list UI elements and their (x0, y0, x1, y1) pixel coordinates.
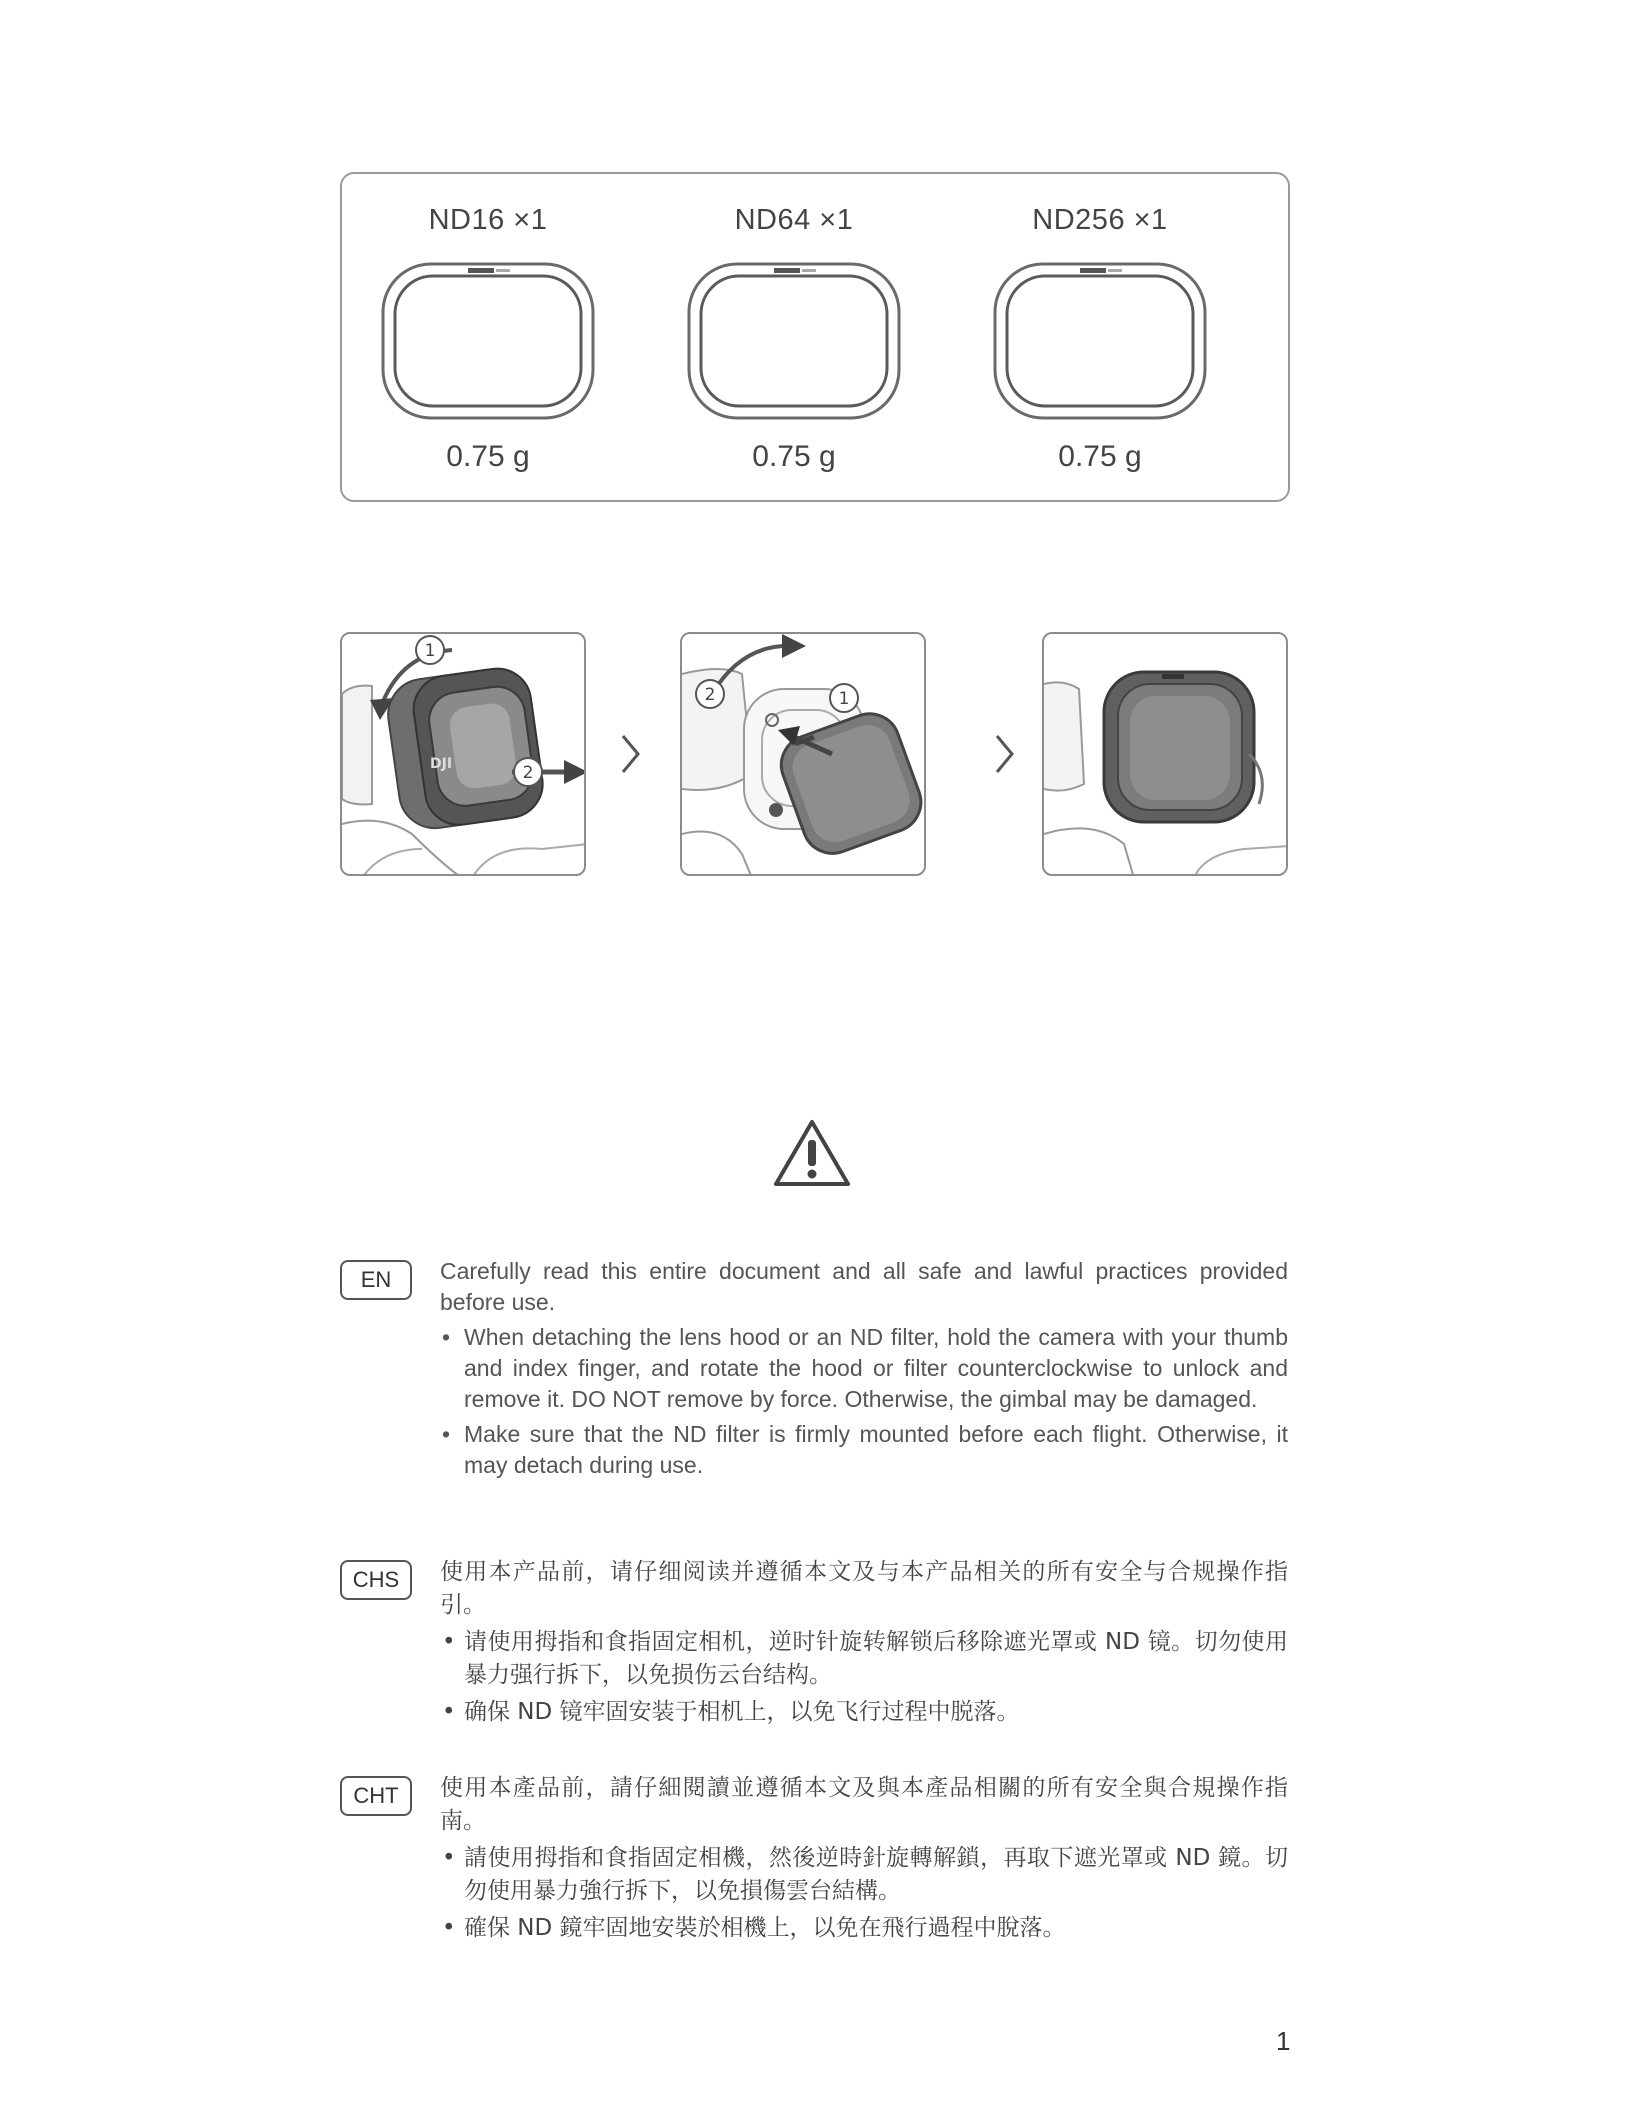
list-item: • 请使用拇指和食指固定相机，逆时针旋转解锁后移除遮光罩或 ND 镜。切勿使用暴力强行拆下，以免损伤云台结构。 (464, 1626, 1288, 1692)
section-intro: 使用本產品前，請仔細閱讀並遵循本文及與本產品相關的所有安全與合規操作指南。 (440, 1775, 1288, 1834)
section-intro: 使用本产品前，请仔细阅读并遵循本文及与本产品相关的所有安全与合规操作指引。 (440, 1559, 1288, 1618)
filter-weight: 0.75 g (752, 440, 836, 473)
page-number: 1 (1276, 2026, 1291, 2056)
svg-text:DJI: DJI (430, 756, 453, 772)
section-chs (440, 1556, 1288, 1733)
filter-weight: 0.75 g (446, 440, 530, 473)
language-tag-en: EN (340, 1260, 412, 1300)
step-1-illustration (340, 632, 586, 876)
step-2-callout-b: 1 (838, 689, 850, 709)
chevron-right-icon (620, 732, 642, 776)
step-1-callout-a: 1 (424, 641, 436, 661)
step-1-callout-b: 2 (522, 763, 534, 783)
filter-weight: 0.75 g (1058, 440, 1142, 473)
chevron-right-icon (994, 732, 1016, 776)
filter-nd64 (644, 174, 944, 504)
list-item: • When detaching the lens hood or an ND filter, hold the camera with your thumb and index finger, and rotate the hood or filter counterclockwise to unlock and remove it. DO NOT remove by force. Otherwise, the gimbal may be damaged. (464, 1322, 1288, 1415)
section-en (440, 1256, 1288, 1485)
nd-filter-frame-icon (686, 256, 902, 422)
filters-panel (340, 172, 1290, 502)
list-item: • Make sure that the ND filter is firmly mounted before each flight. Otherwise, it may detach during use. (464, 1419, 1288, 1481)
filter-nd16 (338, 174, 638, 504)
filter-name: ND256 ×1 (1032, 204, 1168, 236)
list-item: • 請使用拇指和食指固定相機，然後逆時針旋轉解鎖，再取下遮光罩或 ND 鏡。切勿使用暴力強行拆下，以免損傷雲台結構。 (464, 1842, 1288, 1908)
list-item: • 确保 ND 镜牢固安装于相机上，以免飞行过程中脱落。 (464, 1696, 1288, 1729)
step-2-illustration (680, 632, 926, 876)
filter-name: ND16 ×1 (428, 204, 548, 236)
list-item: • 確保 ND 鏡牢固地安裝於相機上，以免在飛行過程中脫落。 (464, 1912, 1288, 1945)
filter-nd256 (950, 174, 1250, 504)
language-tag-cht: CHT (340, 1776, 412, 1816)
step-3-illustration (1042, 632, 1288, 876)
nd-filter-frame-icon (380, 256, 596, 422)
warning-icon (772, 1118, 852, 1188)
nd-filter-frame-icon (992, 256, 1208, 422)
step-2-callout-a: 2 (704, 685, 716, 705)
section-intro: Carefully read this entire document and all safe and lawful practices provided before use. (440, 1258, 1288, 1315)
filter-name: ND64 ×1 (734, 204, 854, 236)
section-cht (440, 1772, 1288, 1949)
language-tag-chs: CHS (340, 1560, 412, 1600)
